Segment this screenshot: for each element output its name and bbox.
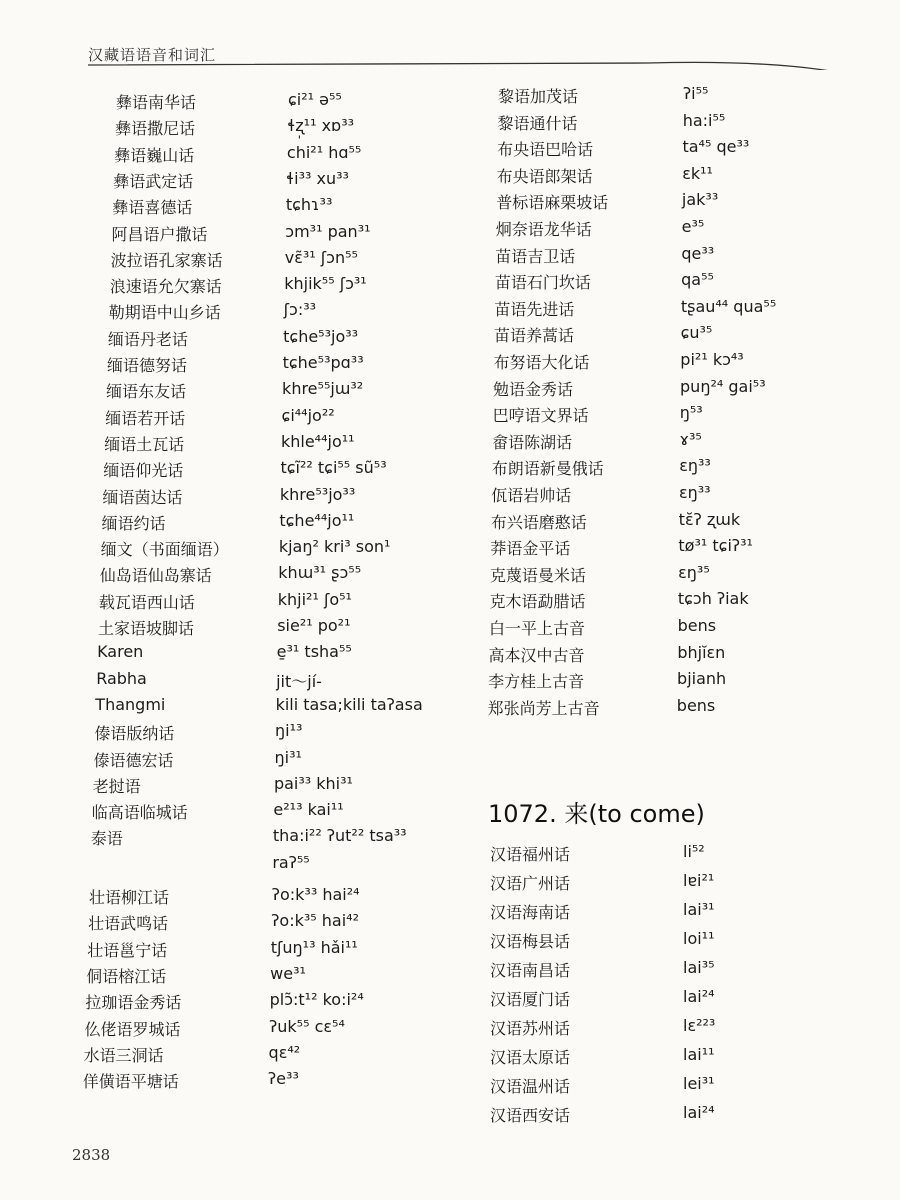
word-form: chi²¹ hɑ⁵⁵ (286, 142, 362, 162)
word-form: ŋi³¹ (274, 747, 302, 767)
language-name: 浪速语允欠寨话 (109, 277, 222, 297)
word-form: tʂau⁴⁴ qua⁵⁵ (680, 296, 777, 316)
word-form: lai³⁵ (683, 958, 715, 977)
language-name: 缅语东友话 (106, 382, 187, 402)
language-name: 苗语先进话 (494, 299, 575, 319)
word-form: pi²¹ kɔ⁴³ (680, 350, 744, 369)
language-name: 布朗语新曼俄话 (491, 459, 604, 479)
word-form: ɕi⁴⁴jo²² (281, 405, 335, 425)
word-form: e²¹³ kai¹¹ (273, 800, 344, 820)
word-form: qɛ⁴² (268, 1042, 301, 1062)
language-name: 彝语喜德话 (112, 198, 193, 218)
language-name: 畲语陈湖话 (492, 432, 573, 452)
language-name: 苗语吉卫话 (495, 246, 576, 266)
word-form: tʃuŋ¹³ hǎi¹¹ (270, 937, 358, 957)
running-header: 汉藏语语音和词汇 (88, 46, 217, 64)
entry-row (0, 900, 900, 926)
word-form: tɕĩ²² tɕi⁵⁵ sũ⁵³ (280, 458, 387, 478)
language-name: 普标语麻栗坡话 (496, 193, 609, 213)
word-form: sie²¹ po²¹ (277, 616, 351, 635)
word-form: khji²¹ ʃo⁵¹ (277, 589, 352, 609)
language-name: 克蔑语曼米话 (489, 565, 586, 585)
word-form: ɛŋ³⁵ (678, 562, 710, 582)
word-form: bhjĭɛn (677, 642, 726, 662)
entry-row (0, 1074, 900, 1100)
language-name: 缅语茵达话 (102, 487, 183, 507)
language-name: 临高语临城话 (91, 803, 188, 823)
entry-row (0, 987, 900, 1013)
language-name: 仫佬语罗城话 (84, 1019, 181, 1039)
language-name: 苗语石门坎话 (494, 273, 591, 293)
entry-row (0, 1016, 900, 1042)
language-name: 水语三洞话 (83, 1045, 164, 1065)
language-name: Thangmi (95, 694, 166, 714)
word-form: ɕu³⁵ (680, 323, 713, 343)
language-name: 拉珈语金秀话 (85, 993, 182, 1013)
language-name: 泰语 (90, 829, 123, 849)
language-name: 汉语福州话 (490, 845, 571, 864)
word-form: ʔuk⁵⁵ cɛ⁵⁴ (269, 1016, 345, 1036)
language-name: 佯僙语平塘话 (82, 1072, 179, 1092)
language-name: 勒期语中山乡话 (108, 303, 221, 323)
language-name: 黎语加茂话 (498, 87, 579, 106)
language-name: 侗语榕江话 (86, 966, 167, 986)
word-form: ɬi³³ xu³³ (286, 168, 349, 188)
entry-row (0, 1042, 900, 1071)
word-form: tø³¹ tɕiʔ³¹ (678, 536, 753, 556)
language-name: 汉语梅县话 (490, 932, 571, 951)
word-form: ŋ⁵³ (679, 403, 703, 423)
word-form: lai²⁴ (683, 987, 715, 1006)
word-form: e̱³¹ tsha⁵⁵ (276, 642, 352, 662)
language-name: 老挝语 (92, 776, 141, 796)
language-name: 载瓦语西山话 (98, 592, 195, 612)
word-form: khjik⁵⁵ ʃɔ³¹ (284, 274, 367, 294)
word-form: jit～jí- (276, 671, 322, 691)
word-form: ɤ³⁵ (679, 429, 702, 449)
word-form: qa⁵⁵ (681, 270, 714, 290)
language-name: 汉语太原话 (490, 1048, 571, 1067)
language-name: 缅语土瓦话 (104, 434, 185, 454)
word-form: plɔ̃:t¹² ko:i²⁴ (269, 990, 364, 1010)
word-form: tɛ̆ʔ ʐɯk (678, 509, 741, 529)
language-name: Rabha (96, 668, 147, 688)
word-form: tɕɔh ʔiak (677, 589, 749, 609)
language-name: 克木语勐腊话 (489, 592, 586, 612)
word-form: kjaŋ² kri³ son¹ (278, 537, 391, 557)
word-form: bens (676, 695, 716, 715)
language-name: 莽语金平话 (490, 539, 571, 559)
language-name: 阿昌语户撒话 (111, 224, 208, 244)
language-name: 李方桂上古音 (488, 672, 585, 692)
word-form: ʔe³³ (268, 1069, 299, 1089)
word-form: e³⁵ (681, 217, 705, 236)
language-name: 苗语养蒿话 (493, 326, 574, 346)
word-form: pai³³ khi³¹ (273, 773, 353, 793)
language-name: 缅语德努话 (107, 356, 188, 375)
language-name: 汉语广州话 (490, 874, 571, 893)
entry-row (0, 871, 900, 897)
word-form: ŋi¹³ (275, 721, 303, 741)
language-name: 白一平上古音 (489, 619, 586, 638)
language-name: 高本汉中古音 (488, 645, 585, 665)
language-name: 布兴语磨憨话 (490, 512, 587, 532)
entry-row (0, 842, 900, 868)
word-form: ɛŋ³³ (679, 456, 711, 476)
language-name: 佤语岩帅话 (491, 486, 572, 505)
word-form: tɕhe⁴⁴jo¹¹ (279, 510, 355, 530)
language-name: 布央语巴哈话 (497, 140, 594, 160)
language-name: 彝语巍山话 (114, 145, 195, 165)
language-name: 彝语南华话 (116, 93, 197, 112)
language-name: 黎语通什话 (497, 113, 578, 133)
word-form: ʔi⁵⁵ (683, 84, 709, 103)
language-name: 汉语海南话 (490, 903, 571, 922)
word-form: loi¹¹ (683, 929, 715, 948)
word-form: khɯ³¹ ʂɔ⁵⁵ (278, 563, 362, 583)
language-name: 彝语撒尼话 (115, 119, 196, 139)
word-form: li⁵² (683, 842, 705, 861)
word-form: tɕhe⁵³pɑ³³ (282, 353, 364, 372)
word-form: tha:i²² ʔut²² tsa³³ (272, 826, 407, 846)
language-name: 缅语约话 (101, 513, 166, 533)
language-name: 布努语大化话 (493, 353, 590, 372)
word-form: ɕi²¹ ə⁵⁵ (288, 90, 342, 109)
language-name: 土家语坡脚话 (98, 619, 195, 638)
word-form: kili tasa;kili taʔasa (275, 694, 423, 714)
language-name: 汉语厦门话 (490, 990, 571, 1009)
word-form: khre⁵⁵jɯ³² (282, 379, 364, 399)
section-number: 1072. (488, 800, 557, 828)
language-name: Karen (97, 642, 144, 662)
language-name: 壮语邕宁话 (87, 940, 168, 960)
language-name: 彝语武定话 (113, 171, 194, 191)
entry-row (0, 929, 900, 955)
entry-row (0, 958, 900, 984)
section-gloss: (to come) (588, 800, 705, 828)
word-form: ta⁴⁵ qe³³ (682, 137, 750, 157)
word-form: ɔm³¹ pan³¹ (285, 221, 371, 241)
word-form: raʔ⁵⁵ (272, 852, 310, 872)
word-form: tɕhe⁵³jo³³ (283, 326, 359, 346)
language-name: 布央语郎架话 (496, 166, 593, 186)
word-form: ɛk¹¹ (682, 163, 713, 183)
word-form: lei³¹ (683, 1074, 715, 1093)
language-name: 勉语金秀话 (493, 379, 574, 399)
word-form: khre⁵³jo³³ (279, 484, 356, 504)
word-form: lai³¹ (683, 900, 715, 919)
language-name: 缅语丹老话 (107, 329, 188, 349)
language-name: 郑张尚芳上古音 (487, 698, 600, 718)
language-name: 炯奈语龙华话 (495, 220, 592, 239)
word-form: lai²⁴ (683, 1103, 715, 1122)
word-form: we³¹ (270, 963, 306, 983)
section-word: 来 (564, 800, 589, 828)
word-form: lai¹¹ (683, 1045, 715, 1064)
word-form: puŋ²⁴ gai⁵³ (680, 376, 766, 396)
word-form: ɛŋ³³ (678, 483, 711, 502)
language-name: 巴哼语文界话 (492, 406, 589, 426)
word-form: vɛ̃³¹ ʃɔn⁵⁵ (284, 247, 358, 267)
language-name: 波拉语孔家寨话 (110, 250, 223, 270)
word-form: khle⁴⁴jo¹¹ (280, 431, 355, 451)
language-name: 傣语版纳话 (94, 724, 175, 744)
word-form: lɐi²¹ (683, 871, 715, 890)
word-form: ɬʐ̩¹¹ xɒ³³ (287, 116, 355, 136)
language-name: 汉语南昌话 (490, 961, 571, 980)
language-name: 壮语武鸣话 (88, 914, 169, 934)
language-name: 缅语仰光话 (103, 461, 184, 481)
word-form: lɛ²²³ (683, 1016, 716, 1035)
language-name: 汉语西安话 (490, 1106, 571, 1125)
page-number: 2838 (72, 1146, 111, 1164)
word-form: ha:i⁵⁵ (682, 110, 726, 130)
word-form: bjianh (677, 669, 727, 689)
language-name: 傣语德宏话 (93, 750, 174, 770)
word-form: qe³³ (681, 243, 715, 263)
word-form: ʔo:k³⁵ hai⁴² (271, 911, 359, 931)
word-form: ʃɔ:³³ (283, 300, 317, 320)
word-form: jak³³ (681, 190, 719, 210)
word-form: bens (677, 616, 717, 635)
language-name: 缅文（书面缅语） (100, 540, 229, 560)
language-name: 汉语温州话 (490, 1077, 571, 1096)
language-name: 汉语苏州话 (490, 1019, 571, 1038)
language-name: 缅语若开话 (105, 408, 186, 428)
word-form: ʔo:k³³ hai²⁴ (271, 885, 360, 904)
language-name: 仙岛语仙岛寨话 (99, 566, 212, 586)
language-name: 壮语柳江话 (89, 888, 170, 907)
word-form: tɕhɿ³³ (285, 195, 333, 215)
entry-row (0, 1103, 900, 1129)
